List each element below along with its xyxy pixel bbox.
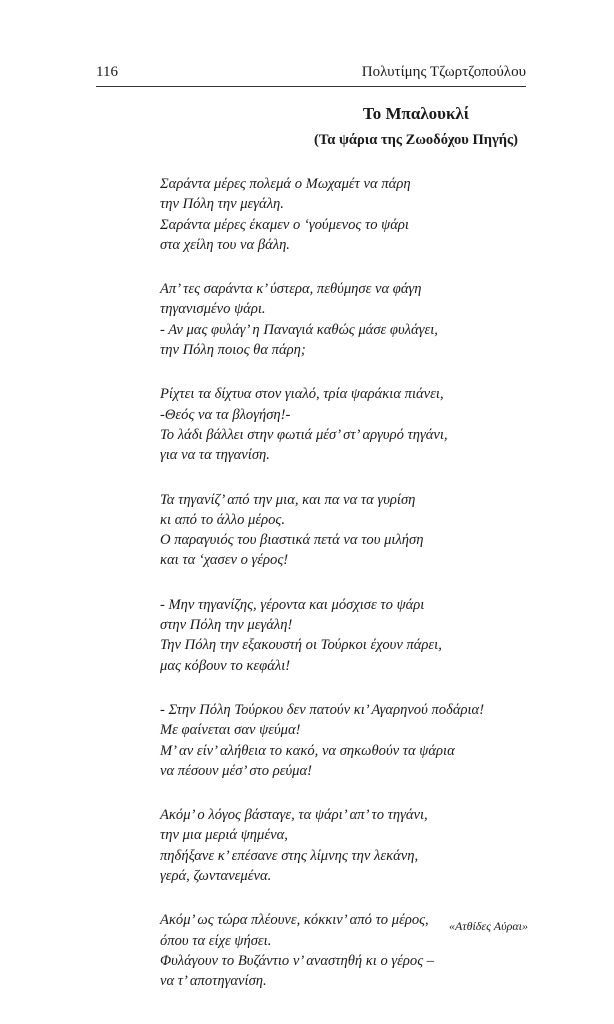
verse-line: την Πόλη την μεγάλη. xyxy=(160,196,284,213)
verse-line: να τ’ αποτηγανίση. xyxy=(160,973,267,990)
poem-title-text: Το Μπαλουκλί xyxy=(362,104,470,123)
verse-line: γερά, ζωντανεμένα. xyxy=(160,868,272,885)
verse-line: την Πόλη ποιος θα πάρη; xyxy=(160,342,306,359)
verse-line: τηγανισμένο ψάρι. xyxy=(160,301,266,318)
verse-line: Τα τηγανίζ’ από την μια, και πα να τα γυρίση xyxy=(160,491,416,508)
verse-line: και τα ‘χασεν ο γέρος! xyxy=(160,552,289,569)
verse-line: να πέσουν μέσ’ στο ρεύμα! xyxy=(160,762,312,779)
running-title: Πολυτίμης Τζωρτζοπούλου xyxy=(361,64,526,80)
stanza xyxy=(160,384,600,465)
verse-line: Ακόμ’ ο λόγος βάσταγε, τα ψάρι’ απ’ το τηγάνι, xyxy=(160,807,428,824)
verse-line: - Μην τηγανίζης, γέροντα και μόσχισε το ψάρι xyxy=(160,596,425,613)
page-header xyxy=(96,62,526,87)
poem-body xyxy=(160,174,600,1016)
verse-line: την μια μεριά ψημένα, xyxy=(160,827,288,844)
verse-line: -Θεός να τα βλογήση!- xyxy=(160,406,291,423)
verse-line: πηδήξανε κ’ επέσανε στης λίμνης την λεκάνη, xyxy=(160,847,419,864)
verse-line: κι από το άλλο μέρος. xyxy=(160,511,285,528)
verse-line: Το λάδι βάλλει στην φωτιά μέσ’ στ’ αργυρό τηγάνι, xyxy=(160,426,448,443)
verse-line: στην Πόλη την μεγάλη! xyxy=(160,617,293,634)
verse-line: Με φαίνεται σαν ψεύμα! xyxy=(160,722,301,739)
page-number: 116 xyxy=(96,64,118,80)
verse-line: - Αν μας φυλάγ’ η Παναγιά καθώς μάσε φυλάγει, xyxy=(160,321,438,338)
stanza xyxy=(160,279,600,360)
verse-line: Ο παραγυιός του βιαστικά πετά να του μιλήση xyxy=(160,532,424,549)
stanza xyxy=(160,805,600,886)
verse-line: Σαράντα μέρες πολεμά ο Μωχαμέτ να πάρη xyxy=(160,176,411,192)
stanza xyxy=(160,910,600,991)
verse-line: Μ’ αν είν’ αλήθεια το κακό, να σηκωθούν τα ψάρια xyxy=(160,742,455,759)
stanza xyxy=(160,595,600,676)
stanza xyxy=(160,174,600,255)
verse-line: Φυλάγουν το Βυζάντιο ν’ αναστηθή κι ο γέρος – xyxy=(160,952,435,969)
poem-subtitle-text: (Τα ψάρια της Ζωοδόχου Πηγής) xyxy=(314,132,518,148)
verse-line: Σαράντα μέρες έκαμεν ο ‘γούμενος το ψάρι xyxy=(160,216,409,233)
verse-line: στα χείλη του να βάλη. xyxy=(160,236,290,253)
verse-line: για να τα τηγανίση. xyxy=(160,447,270,464)
verse-line: όπου τα είχε ψήσει. xyxy=(160,932,272,949)
verse-line: Απ’ τες σαράντα κ’ ύστερα, πεθύμησε να φάγη xyxy=(160,281,422,298)
verse-line: - Στην Πόλη Τούρκου δεν πατούν κι’ Αγαρηνού ποδάρια! xyxy=(160,701,485,718)
stanza xyxy=(160,700,600,781)
verse-line: Ρίχτει τα δίχτυα στον γιαλό, τρία ψαράκια πιάνει, xyxy=(160,386,444,403)
verse-line: μας κόβουν το κεφάλι! xyxy=(160,657,291,674)
verse-line: Ακόμ’ ως τώρα πλέουνε, κόκκιν’ από το μέρος, xyxy=(160,912,429,929)
verse-line: Την Πόλη την εξακουστή οι Τούρκοι έχουν πάρει, xyxy=(160,637,442,654)
poem-title xyxy=(0,104,614,124)
poem-subtitle xyxy=(0,132,614,149)
poem-attribution: «Ατθίδες Αύραι» xyxy=(448,919,528,933)
stanza xyxy=(160,490,600,571)
